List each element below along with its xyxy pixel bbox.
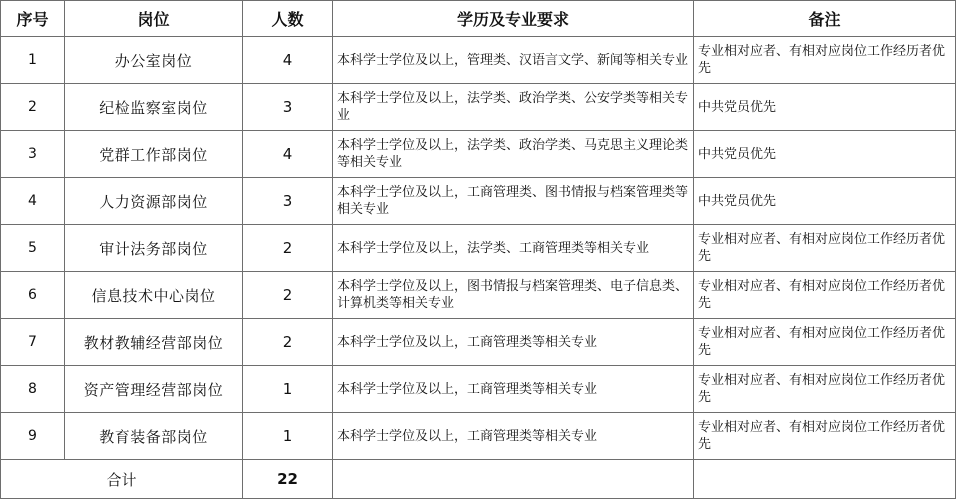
row-note: 专业相对应者、有相对应岗位工作经历者优先 <box>694 37 956 84</box>
row-requirement: 本科学士学位及以上，工商管理类、图书情报与档案管理类等相关专业 <box>333 178 694 225</box>
row-index: 3 <box>1 131 65 178</box>
row-count: 1 <box>243 413 333 460</box>
row-requirement: 本科学士学位及以上，工商管理类等相关专业 <box>333 319 694 366</box>
table-row <box>1 319 956 366</box>
row-note: 中共党员优先 <box>694 84 956 131</box>
row-requirement: 本科学士学位及以上，法学类、工商管理类等相关专业 <box>333 225 694 272</box>
row-post: 审计法务部岗位 <box>65 225 243 272</box>
header-requirement: 学历及专业要求 <box>333 1 694 37</box>
header-index: 序号 <box>1 1 65 37</box>
row-count: 4 <box>243 131 333 178</box>
row-requirement: 本科学士学位及以上，工商管理类等相关专业 <box>333 366 694 413</box>
table-row <box>1 366 956 413</box>
row-count: 3 <box>243 178 333 225</box>
row-index: 5 <box>1 225 65 272</box>
row-post: 资产管理经营部岗位 <box>65 366 243 413</box>
header-note: 备注 <box>694 1 956 37</box>
header-count: 人数 <box>243 1 333 37</box>
total-requirement-empty <box>333 460 694 499</box>
table-row <box>1 178 956 225</box>
total-count: 22 <box>243 460 333 499</box>
row-requirement: 本科学士学位及以上，管理类、汉语言文学、新闻等相关专业 <box>333 37 694 84</box>
row-index: 6 <box>1 272 65 319</box>
row-post: 纪检监察室岗位 <box>65 84 243 131</box>
row-count: 2 <box>243 225 333 272</box>
table-row <box>1 272 956 319</box>
row-requirement: 本科学士学位及以上，工商管理类等相关专业 <box>333 413 694 460</box>
row-index: 9 <box>1 413 65 460</box>
total-note-empty <box>694 460 956 499</box>
row-post: 信息技术中心岗位 <box>65 272 243 319</box>
row-post: 党群工作部岗位 <box>65 131 243 178</box>
row-index: 4 <box>1 178 65 225</box>
header-row <box>1 1 956 37</box>
row-post: 人力资源部岗位 <box>65 178 243 225</box>
row-note: 专业相对应者、有相对应岗位工作经历者优先 <box>694 272 956 319</box>
row-requirement: 本科学士学位及以上，图书情报与档案管理类、电子信息类、计算机类等相关专业 <box>333 272 694 319</box>
total-row <box>1 460 956 499</box>
row-count: 2 <box>243 272 333 319</box>
row-index: 7 <box>1 319 65 366</box>
row-post: 办公室岗位 <box>65 37 243 84</box>
row-count: 2 <box>243 319 333 366</box>
row-index: 2 <box>1 84 65 131</box>
table-row <box>1 225 956 272</box>
row-requirement: 本科学士学位及以上，法学类、政治学类、公安学类等相关专业 <box>333 84 694 131</box>
row-index: 8 <box>1 366 65 413</box>
row-note: 中共党员优先 <box>694 178 956 225</box>
row-requirement: 本科学士学位及以上，法学类、政治学类、马克思主义理论类等相关专业 <box>333 131 694 178</box>
row-note: 专业相对应者、有相对应岗位工作经历者优先 <box>694 225 956 272</box>
row-note: 专业相对应者、有相对应岗位工作经历者优先 <box>694 319 956 366</box>
row-count: 3 <box>243 84 333 131</box>
header-post: 岗位 <box>65 1 243 37</box>
row-note: 中共党员优先 <box>694 131 956 178</box>
row-note: 专业相对应者、有相对应岗位工作经历者优先 <box>694 366 956 413</box>
row-count: 4 <box>243 37 333 84</box>
row-post: 教材教辅经营部岗位 <box>65 319 243 366</box>
table-row <box>1 84 956 131</box>
row-post: 教育装备部岗位 <box>65 413 243 460</box>
table-row <box>1 131 956 178</box>
row-note: 专业相对应者、有相对应岗位工作经历者优先 <box>694 413 956 460</box>
row-index: 1 <box>1 37 65 84</box>
table-row <box>1 37 956 84</box>
table-row <box>1 413 956 460</box>
row-count: 1 <box>243 366 333 413</box>
total-label: 合计 <box>1 460 243 499</box>
